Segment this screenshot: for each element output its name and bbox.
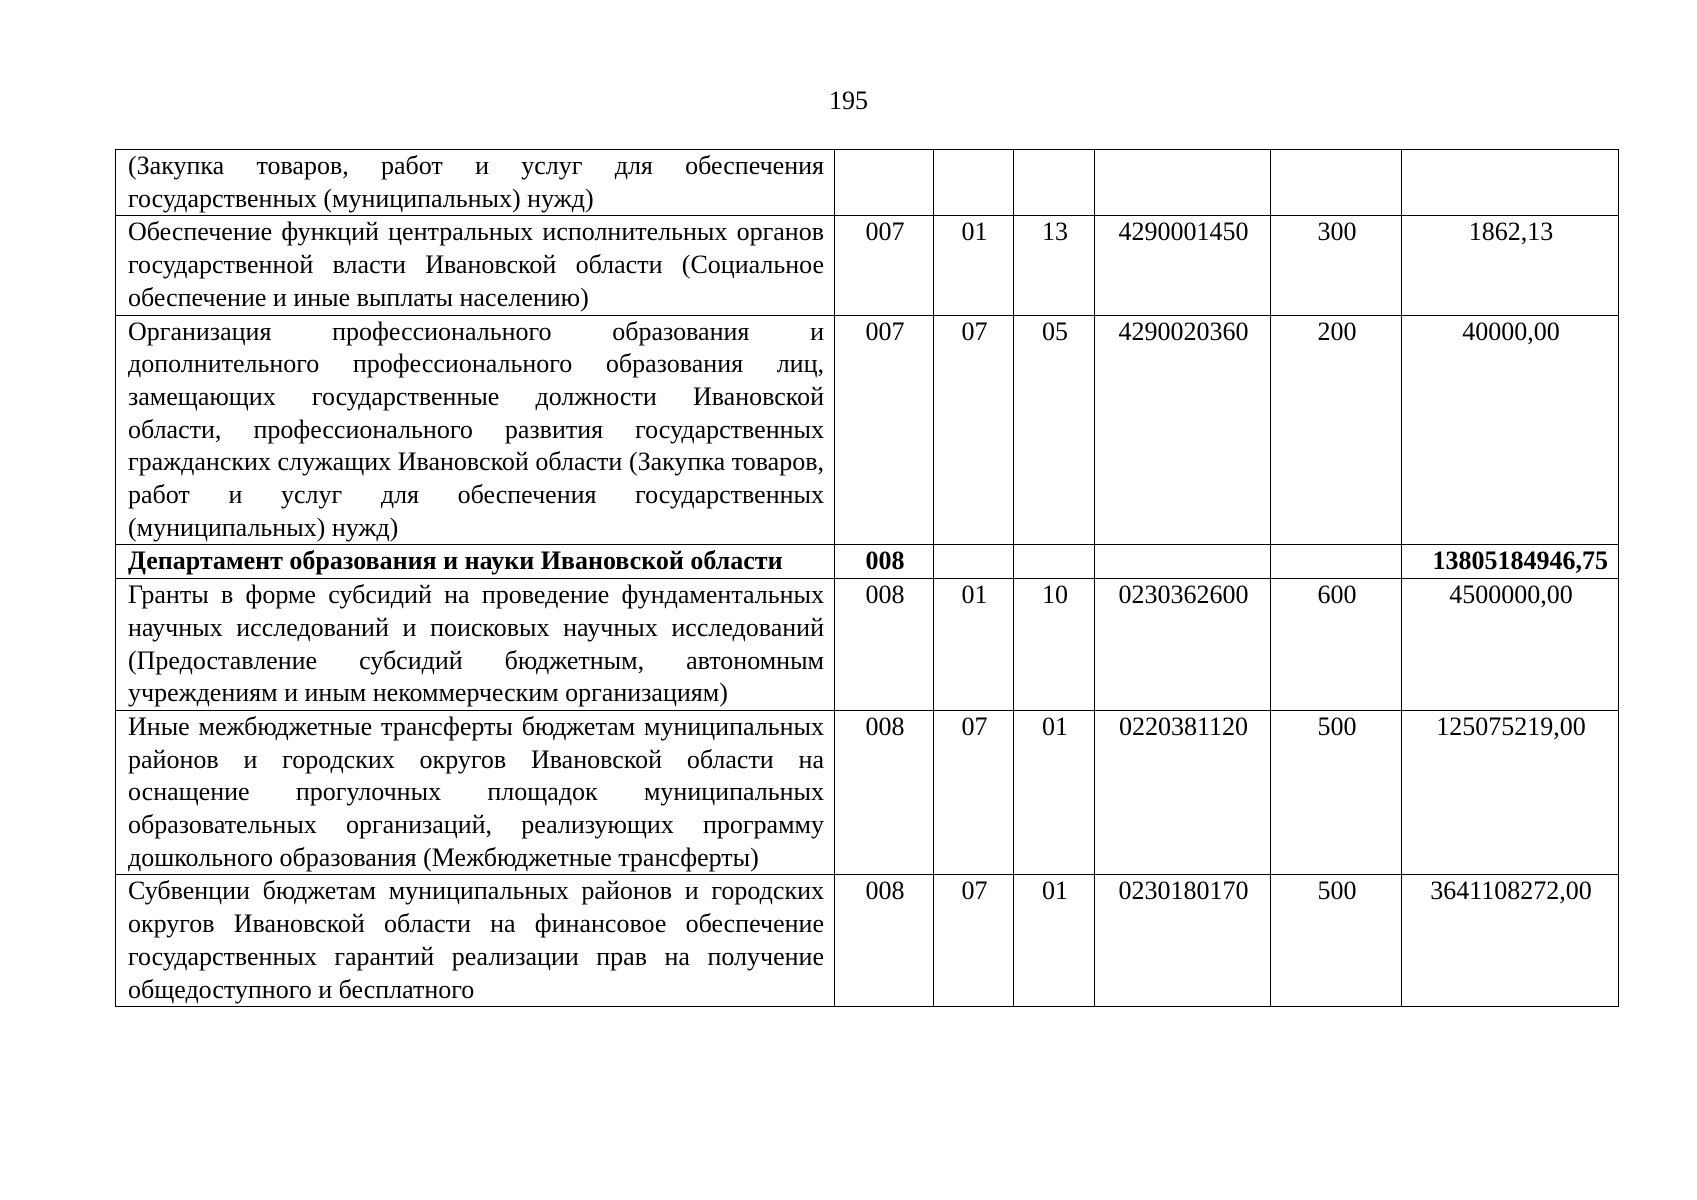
row-description: Иные межбюджетные трансферты бюджетам муниципальных районов и городских округов Ивановской области на оснащение прогулочных площадок муниципальных образовательных организаций, реализующих программу дошкольного образования (Межбюджетные трансферты) xyxy=(116,710,835,875)
row-amount xyxy=(1402,150,1619,216)
row-gr-code xyxy=(835,150,934,216)
row-target-article-code: 0230180170 xyxy=(1095,875,1271,1007)
row-target-article-code: 0230362600 xyxy=(1095,579,1271,711)
row-description: Обеспечение функций центральных исполнительных органов государственной власти Ивановской области (Социальное обеспечение и иные выплаты населению) xyxy=(116,216,835,315)
row-target-article-code xyxy=(1095,545,1271,579)
row-section-code: 07 xyxy=(934,315,1014,545)
row-gr-code: 007 xyxy=(835,216,934,315)
row-description: Департамент образования и науки Ивановской области xyxy=(116,545,835,579)
row-section-code xyxy=(934,150,1014,216)
table-row xyxy=(116,545,1619,579)
table-row xyxy=(116,579,1619,711)
row-expense-type-code: 300 xyxy=(1271,216,1402,315)
table-row xyxy=(116,875,1619,1007)
row-target-article-code: 0220381120 xyxy=(1095,710,1271,875)
row-gr-code: 008 xyxy=(835,875,934,1007)
row-amount: 1862,13 xyxy=(1402,216,1619,315)
row-subsection-code xyxy=(1014,545,1095,579)
row-subsection-code: 13 xyxy=(1014,216,1095,315)
row-target-article-code: 4290020360 xyxy=(1095,315,1271,545)
row-amount: 125075219,00 xyxy=(1402,710,1619,875)
row-expense-type-code: 200 xyxy=(1271,315,1402,545)
row-amount: 40000,00 xyxy=(1402,315,1619,545)
table-row xyxy=(116,710,1619,875)
row-subsection-code: 10 xyxy=(1014,579,1095,711)
row-description: Организация профессионального образования и дополнительного профессионального образования лиц, замещающих государственные должности Ивановской области, профессионального развития государственных гражданских служащих Ивановской области (Закупка товаров, работ и услуг для обеспечения государственных (муниципальных) нужд) xyxy=(116,315,835,545)
row-target-article-code xyxy=(1095,150,1271,216)
row-target-article-code: 4290001450 xyxy=(1095,216,1271,315)
row-expense-type-code: 500 xyxy=(1271,875,1402,1007)
row-section-code: 07 xyxy=(934,875,1014,1007)
row-gr-code: 008 xyxy=(835,579,934,711)
row-description: (Закупка товаров, работ и услуг для обеспечения государственных (муниципальных) нужд) xyxy=(116,150,835,216)
row-section-code: 07 xyxy=(934,710,1014,875)
row-amount: 4500000,00 xyxy=(1402,579,1619,711)
row-subsection-code xyxy=(1014,150,1095,216)
budget-table xyxy=(115,149,1619,1007)
row-section-code: 01 xyxy=(934,579,1014,711)
row-subsection-code: 01 xyxy=(1014,875,1095,1007)
row-expense-type-code xyxy=(1271,150,1402,216)
row-description: Субвенции бюджетам муниципальных районов и городских округов Ивановской области на финансовое обеспечение государственных гарантий реализации прав на получение общедоступного и бесплатного xyxy=(116,875,835,1007)
row-subsection-code: 01 xyxy=(1014,710,1095,875)
row-gr-code: 008 xyxy=(835,545,934,579)
table-row xyxy=(116,315,1619,545)
row-section-code: 01 xyxy=(934,216,1014,315)
table-row xyxy=(116,216,1619,315)
row-subsection-code: 05 xyxy=(1014,315,1095,545)
row-expense-type-code xyxy=(1271,545,1402,579)
page-number: 195 xyxy=(829,86,868,115)
row-gr-code: 007 xyxy=(835,315,934,545)
row-expense-type-code: 500 xyxy=(1271,710,1402,875)
row-amount: 13805184946,75 xyxy=(1402,545,1619,579)
row-gr-code: 008 xyxy=(835,710,934,875)
row-description: Гранты в форме субсидий на проведение фундаментальных научных исследований и поисковых научных исследований (Предоставление субсидий бюджетным, автономным учреждениям и иным некоммерческим организациям) xyxy=(116,579,835,711)
row-section-code xyxy=(934,545,1014,579)
table-row xyxy=(116,150,1619,216)
row-amount: 3641108272,00 xyxy=(1402,875,1619,1007)
row-expense-type-code: 600 xyxy=(1271,579,1402,711)
table-body xyxy=(116,150,1619,1007)
